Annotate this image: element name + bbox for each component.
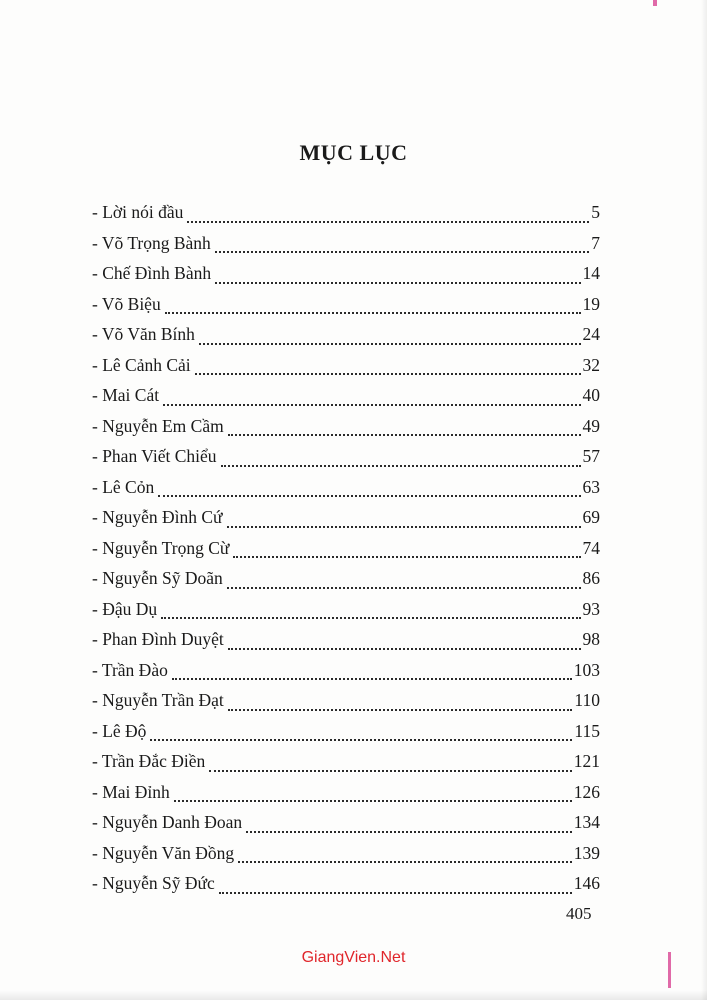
toc-entry-label: - Mai Cát [92, 385, 160, 405]
toc-entry-label: - Mai Đỉnh [92, 781, 170, 802]
toc-entry-label: - Lê Cỏn [92, 476, 155, 497]
toc-entry-label: - Lê Cảnh Cải [92, 354, 191, 375]
toc-entry [92, 843, 600, 874]
toc-entry-page: 57 [582, 446, 600, 466]
toc-entry-page: 86 [582, 568, 600, 588]
toc-entry-label: - Lời nói đầu [92, 202, 184, 222]
toc-leader-dots [227, 587, 581, 589]
toc-entry-page: 115 [574, 720, 600, 741]
toc-entry-page: 93 [582, 598, 600, 619]
toc-leader-dots [150, 739, 572, 741]
page-edge-mark [653, 0, 657, 6]
toc-leader-dots [221, 465, 581, 467]
page-number: 405 [566, 904, 592, 923]
toc-entry-label: - Nguyễn Văn Đồng [92, 842, 235, 863]
toc-entry-label: - Chế Đình Bành [92, 263, 212, 283]
toc-leader-dots [187, 221, 589, 223]
toc-entry [92, 263, 600, 294]
toc-entry-label: - Nguyễn Đình Cứ [92, 507, 223, 527]
toc-entry-page: 69 [582, 507, 600, 527]
toc-entry-label: - Trần Đắc Điền [92, 751, 206, 771]
toc-entry-page: 49 [582, 415, 600, 436]
toc-leader-dots [161, 617, 580, 619]
toc-entry [92, 812, 600, 843]
toc-entry-label: - Đậu Dụ [92, 598, 158, 619]
toc-entry-page: 103 [573, 659, 600, 680]
toc-leader-dots [246, 831, 572, 833]
toc-entry-page: 14 [582, 263, 600, 283]
toc-entry [92, 355, 600, 386]
toc-leader-dots [227, 526, 581, 528]
toc-entry-page: 32 [582, 354, 600, 375]
toc-entry [92, 568, 600, 599]
toc-entry-page: 19 [582, 293, 600, 314]
toc-entry-page: 7 [591, 232, 600, 253]
toc-entry-label: - Nguyễn Em Cầm [92, 415, 224, 436]
toc-entry-page: 146 [573, 873, 600, 893]
toc-entry-page: 24 [582, 324, 600, 344]
toc-entry [92, 873, 600, 904]
toc-leader-dots [165, 312, 581, 314]
toc-entry-label: - Nguyễn Sỹ Doãn [92, 568, 223, 588]
toc-entry [92, 202, 600, 233]
toc-leader-dots [219, 892, 572, 894]
toc-entry-page: 98 [582, 629, 600, 649]
toc-entry-page: 139 [573, 842, 600, 863]
toc-entry [92, 751, 600, 782]
toc-entry [92, 782, 600, 813]
page-title: MỤC LỤC [299, 140, 408, 165]
toc-leader-dots [228, 648, 581, 650]
page-bottom-shadow [0, 990, 707, 1000]
toc-entry [92, 507, 600, 538]
toc-entry-page: 40 [582, 385, 600, 405]
toc-entry [92, 233, 600, 264]
table-of-contents [92, 202, 600, 904]
toc-leader-dots [199, 343, 581, 345]
toc-leader-dots [195, 373, 581, 375]
toc-leader-dots [215, 282, 580, 284]
toc-entry [92, 446, 600, 477]
toc-entry [92, 385, 600, 416]
toc-entry [92, 324, 600, 355]
toc-leader-dots [172, 678, 572, 680]
toc-entry-page: 121 [573, 751, 600, 771]
toc-leader-dots [238, 861, 572, 863]
toc-entry-label: - Nguyễn Danh Đoan [92, 812, 243, 832]
toc-leader-dots [174, 800, 572, 802]
toc-entry [92, 721, 600, 752]
toc-leader-dots [158, 495, 580, 497]
toc-entry [92, 660, 600, 691]
toc-entry [92, 416, 600, 447]
toc-entry [92, 599, 600, 630]
toc-entry [92, 690, 600, 721]
watermark: GiangVien.Net [301, 949, 406, 966]
toc-entry-label: - Phan Viết Chiểu [92, 446, 217, 466]
toc-leader-dots [163, 404, 580, 406]
toc-entry-label: - Phan Đình Duyệt [92, 629, 224, 649]
toc-entry-label: - Võ Biệu [92, 293, 161, 314]
toc-entry-label: - Nguyễn Trọng Cừ [92, 537, 230, 558]
toc-entry-label: - Lê Độ [92, 720, 147, 741]
toc-leader-dots [209, 770, 572, 772]
toc-entry-label: - Trần Đào [92, 659, 168, 680]
toc-entry-page: 126 [573, 781, 600, 802]
toc-entry-label: - Nguyễn Trần Đạt [92, 690, 224, 710]
toc-entry-label: - Nguyễn Sỹ Đức [92, 873, 215, 893]
toc-leader-dots [233, 556, 580, 558]
toc-entry [92, 538, 600, 569]
toc-entry-label: - Võ Văn Bính [92, 324, 195, 344]
toc-entry [92, 477, 600, 508]
toc-entry [92, 294, 600, 325]
toc-entry-page: 74 [582, 537, 600, 558]
toc-entry [92, 629, 600, 660]
toc-entry-page: 134 [573, 812, 600, 832]
toc-entry-page: 110 [574, 690, 600, 710]
toc-entry-label: - Võ Trọng Bành [92, 232, 211, 253]
toc-leader-dots [215, 251, 589, 253]
toc-leader-dots [228, 434, 581, 436]
toc-leader-dots [228, 709, 573, 711]
toc-entry-page: 5 [591, 202, 600, 222]
toc-entry-page: 63 [582, 476, 600, 497]
